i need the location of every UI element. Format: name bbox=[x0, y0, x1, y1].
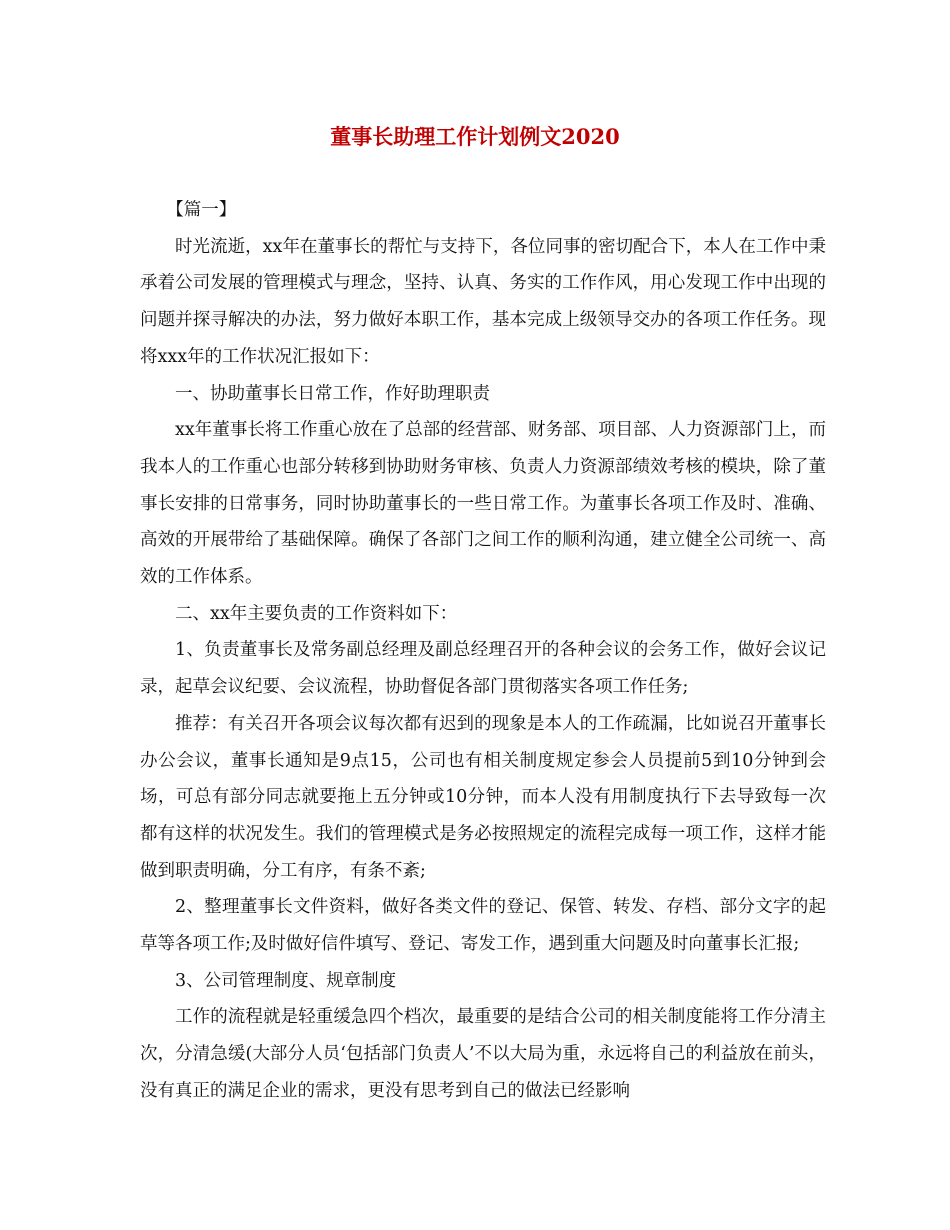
paragraph-item-1: 1、负责董事长及常务副总经理及副总经理召开的各种会议的会务工作，做好会议记录，起草会议纪要、会议流程，协助督促各部门贯彻落实各项工作任务; bbox=[140, 640, 826, 698]
heading-item-3: 3、公司管理制度、规章制度 bbox=[175, 970, 397, 991]
document-body bbox=[140, 192, 826, 1110]
heading-section-2: 二、xx年主要负责的工作资料如下： bbox=[175, 603, 458, 624]
paragraph-recommendation: 推荐：有关召开各项会议每次都有迟到的现象是本人的工作疏漏，比如说召开董事长办公会议，董事长通知是9点15，公司也有相关制度规定参会人员提前5到10分钟到会场，可总有部分同志就要拖上五分钟或10分钟，而本人没有用制度执行下去导致每一次都有这样的状况发生。我们的管理模式是务必按照规定的流程完成每一项工作，这样才能做到职责明确，分工有序，有条不紊; bbox=[140, 713, 826, 881]
document-title: 董事长助理工作计划例文2020 bbox=[330, 124, 620, 149]
heading-section-1: 一、协助董事长日常工作，作好助理职责 bbox=[175, 383, 490, 404]
paragraph-intro: 时光流逝，xx年在董事长的帮忙与支持下，各位同事的密切配合下，本人在工作中秉承着公司发展的管理模式与理念，坚持、认真、务实的工作作风，用心发现工作中出现的问题并探寻解决的办法，努力做好本职工作，基本完成上级领导交办的各项工作任务。现将xxx年的工作状况汇报如下： bbox=[140, 236, 826, 367]
paragraph-workflow: 工作的流程就是轻重缓急四个档次，最重要的是结合公司的相关制度能将工作分清主次，分清急缓(大部分人员‘包括部门负责人’不以大局为重，永远将自己的利益放在前头，没有真正的满足企业的需求，更没有思考到自己的做法已经影响 bbox=[140, 1007, 826, 1101]
paragraph-item-2: 2、整理董事长文件资料，做好各类文件的登记、保管、转发、存档、部分文字的起草等各项工作;及时做好信件填写、登记、寄发工作，遇到重大问题及时向董事长汇报; bbox=[140, 897, 826, 955]
paragraph-section-1: xx年董事长将工作重心放在了总部的经营部、财务部、项目部、人力资源部门上，而我本人的工作重心也部分转移到协助财务审核、负责人力资源部绩效考核的模块，除了董事长安排的日常事务，同时协助董事长的一些日常工作。为董事长各项工作及时、准确、高效的开展带给了基础保障。确保了各部门之间工作的顺利沟通，建立健全公司统一、高效的工作体系。 bbox=[140, 420, 826, 588]
section-marker: 【篇一】 bbox=[166, 200, 237, 220]
